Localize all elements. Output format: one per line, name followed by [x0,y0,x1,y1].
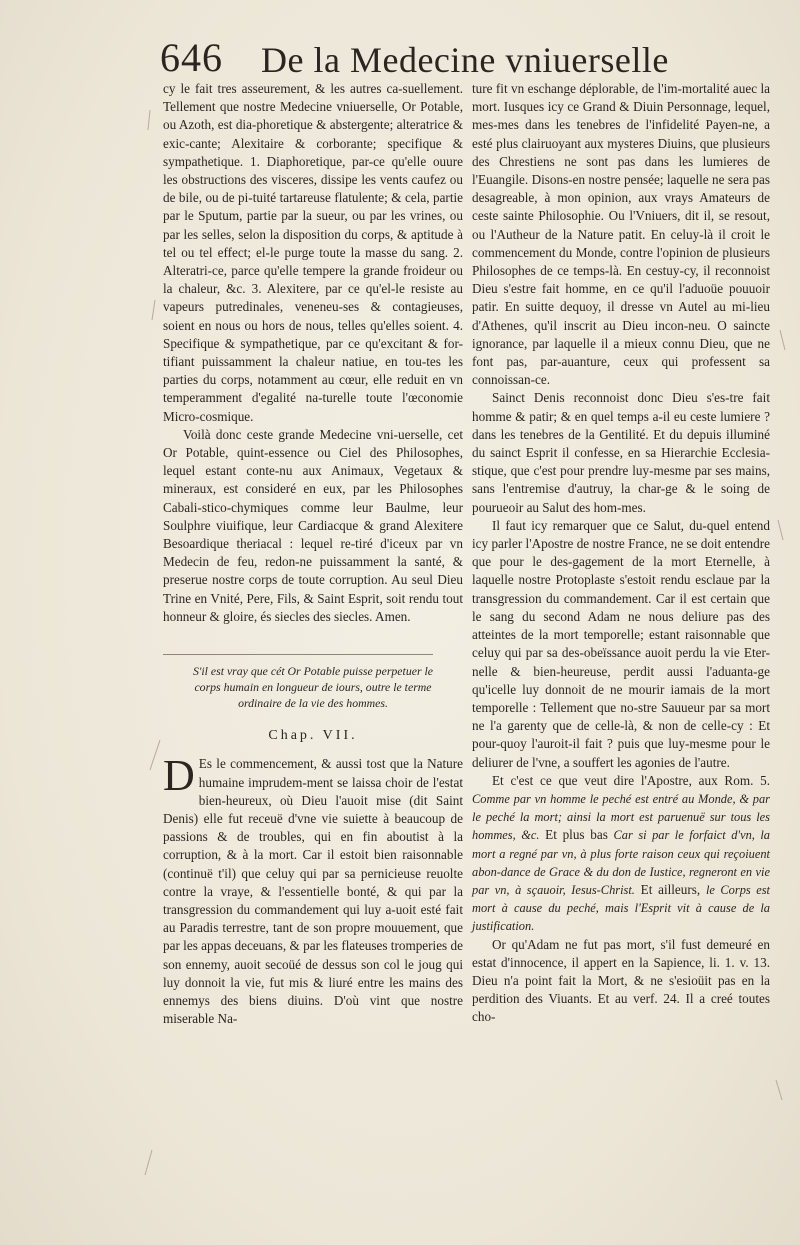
page-number: 646 [160,35,223,80]
paragraph: Il faut icy remarquer que ce Salut, du-quel entend icy parler l'Apostre de nostre France, ne se doit entendre que pour le des-gagement de la mort Eternelle, à laquelle nostre Protoplaste s'estoit rendu esclaue par la transgression du commandement. Car il est certain que le sang du second Adam ne nous deliure pas des atteintes de la mort temporelle; estant raisonnable que celuy qui par sa des-obeïssance auoit perdu la vie Eter-nelle & bien-heureuse, perdit aussi l'aduanta-ge qu'icelle luy donnoit de ne mourir iamais de la mort temporelle : Tellement que no-stre Sauueur par sa mort ne l'a garenty que de celle-là, & non de celle-cy : Et pour-quoy l'auroit-il fait ? puis que luy-mesme pour le deliurer de l'vne, a souffert les agonies de l'autre. [472,517,770,770]
paragraph: Sainct Denis reconnoist donc Dieu s'es-tre fait homme & patir; & en quel temps a-il eu ceste lumiere ? dans les tenebres de la Gentilité. Et du depuis illuminé du sainct Esprit il confesse, en sa Hierarchie Ecclesia-stique, que c'est pour prendre luy-mesme par ses mains, sans l'entremise d'autruy, la char-ge & le soing de pourueoir au Salut des hom-mes. [472,390,770,515]
paragraph: ture fit vn eschange déplorable, de l'im-mortalité auec la mort. Iusques icy ce Grand & Diuin Personnage, lequel, mes-mes dans les tenebres de l'infidelité Payen-ne, a esté plus clairuoyant aux mysteres Diuins, que plusieurs des Chrestiens ne sont pas dans les lumieres de l'Euangile. Disons-en nostre pensée; laquelle ne sera pas desagreable, à mon opinion, aux vrays Amateurs de ceste sainte Philosophie. Ou l'Vniuers, dit il, se resout, ou l'Autheur de la Nature patit. En celuy-là il croit le commencement du Monde, contre l'opinion de plusieurs Philosophes de ce temps-là. En cestuy-cy, il reconnoist Dieu s'estre fait homme, en ce qu'il l'aduoüe pouuoir patir. En suitte dequoy, il dresse vn Autel au mi-lieu d'Athenes, qu'il inscrit au Dieu incon-neu. O saincte ignorance, par laquelle il a mieux connu Dieu, que ne font pas, par-auanture, ceux qui professent sa connoissan-ce. [472,81,770,388]
paragraph: Or qu'Adam ne fut pas mort, s'il fust demeuré en estat d'innocence, il appert en la Sapience, li. 1. v. 13. Dieu n'a point fait la Mort, & ne s'esioüit pas en la perdition des Viuants. Et au verf. 24. Il a creé toutes cho- [472,936,770,1025]
text-run: Et ailleurs, [640,881,701,897]
chapter-summary: S'il est vray que cét Or Potable puisse perpetuer le corps humain en longueur de iours, outre le terme ordinaire de la vie des hommes. [192,664,434,711]
paragraph: Voilà donc ceste grande Medecine vni-uerselle, cet Or Potable, quint-essence ou Ciel des Philosophes, lequel estant conte-nu aux Animaux, Vegetaux & mineraux, est consideré en eux, par les Philosophes Cabali-stico-chymiques comme leur Baulme, leur Soulphre viuifique, leur Cardiacque & grand Alexitere Besoardique theriacal : lequel re-tiré d'iceux par vn Medecin de feu, redon-ne puissamment la santé, & preserue nostre corps de toute corruption. Au seul Dieu Trine en Vnité, Pere, Fils, & Saint Esprit, soit rendu tout honneur & gloire, és siecles des siecles. Amen. [163,426,463,624]
paragraph: cy le fait tres asseurement, & les autres ca-suellement. Tellement que nostre Medecine vniuerselle, Or Potable, ou Azoth, est dia-phoretique & abstergente; alteratrice & exic-cante; Alexitaire & corborante; specifique & sympathetique. 1. Diaphoretique, par-ce qu'elle ouure les obstructions des visceres, dissipe les vents caufez ou de bile, ou de pi-tuité tartareuse flatulente; & cela, partie par le Sputum, partie par la sueur, ou par les vrines, ou par les selles, selon la disposition du corps, & aptitude à tel ou tel effect; el-le purge toute la masse du sang. 2. Alteratri-ce, parce qu'elle tempere la grande froideur ou la chaleur, &c. 3. Alexitere, par ce qu'el-le resiste au vapeurs putredinales, veneneu-ses & contagieuses, soient en nous ou hors de nous, telles qu'elles soient. 4. Specifique & sympathetique, par ce qu'excitant & for-tifiant puissamment la chaleur natiue, en tou-tes les parties du corps, notamment au cœur, elle reduit en vn temperamment d'egalité na-turelle toute l'œconomie Micro-cosmique. [163,81,463,424]
scripture-quote: Comme par vn homme le peché est entré au Monde, & par le peché la mort; ainsi la mort est paruenuë sur tous les hommes, &c. [472,791,770,843]
text-run: Et plus bas [545,827,608,843]
paragraph [472,772,770,936]
text-run: Et c'est ce que veut dire l'Apostre, aux Rom. 5. [492,772,770,788]
scripture-quote: Car si par le forfaict d'vn, la mort a regné par vn, à plus forte raison ceux qui reçoiuent abon-dance de Grace & du don de Iustice, regneront en vie par vn, à sçauoir, Iesus-Christ. [472,828,771,897]
section-rule [163,654,433,655]
scripture-quote: le Corps est mort à cause du peché, mais l'Esprit vit à cause de la justification. [472,882,771,934]
paragraph: Es le commencement, & aussi tost que la Nature humaine imprudem-ment se laissa choir de l'estat bien-heureux, où Dieu l'auoit mise (dit Saint Denis) elle fut receuë d'vne vie suiette à beaucoup de passions & de troubles, qui en fin aboutist à la corruption, & à la mort. Car il estoit bien raisonnable (continuë t'il) que celuy qui par sa pernicieuse reuolte contre la vraye, & l'essentielle bonté, & qui par la transgression du commandement qui luy a-uoit esté fait au Paradis terrestre, tant de son propre mouuement, que par les appas deceuans, & par les flateuses tromperies de son ennemy, auoit secoüé de dessus son col le joug qui luy donnoit la vie, fut mis & liuré entre les mains des ennemys des biens diuins. D'où vint que nostre miserable Na- [163,756,463,1027]
chapter-opening [163,751,463,1028]
page-header [160,18,720,78]
running-head: De la Medecine vniuerselle [261,40,669,80]
drop-cap: D [163,751,195,801]
left-column [163,80,463,1028]
chapter-heading: Chap. VII. [268,728,358,744]
right-column [472,80,770,1027]
